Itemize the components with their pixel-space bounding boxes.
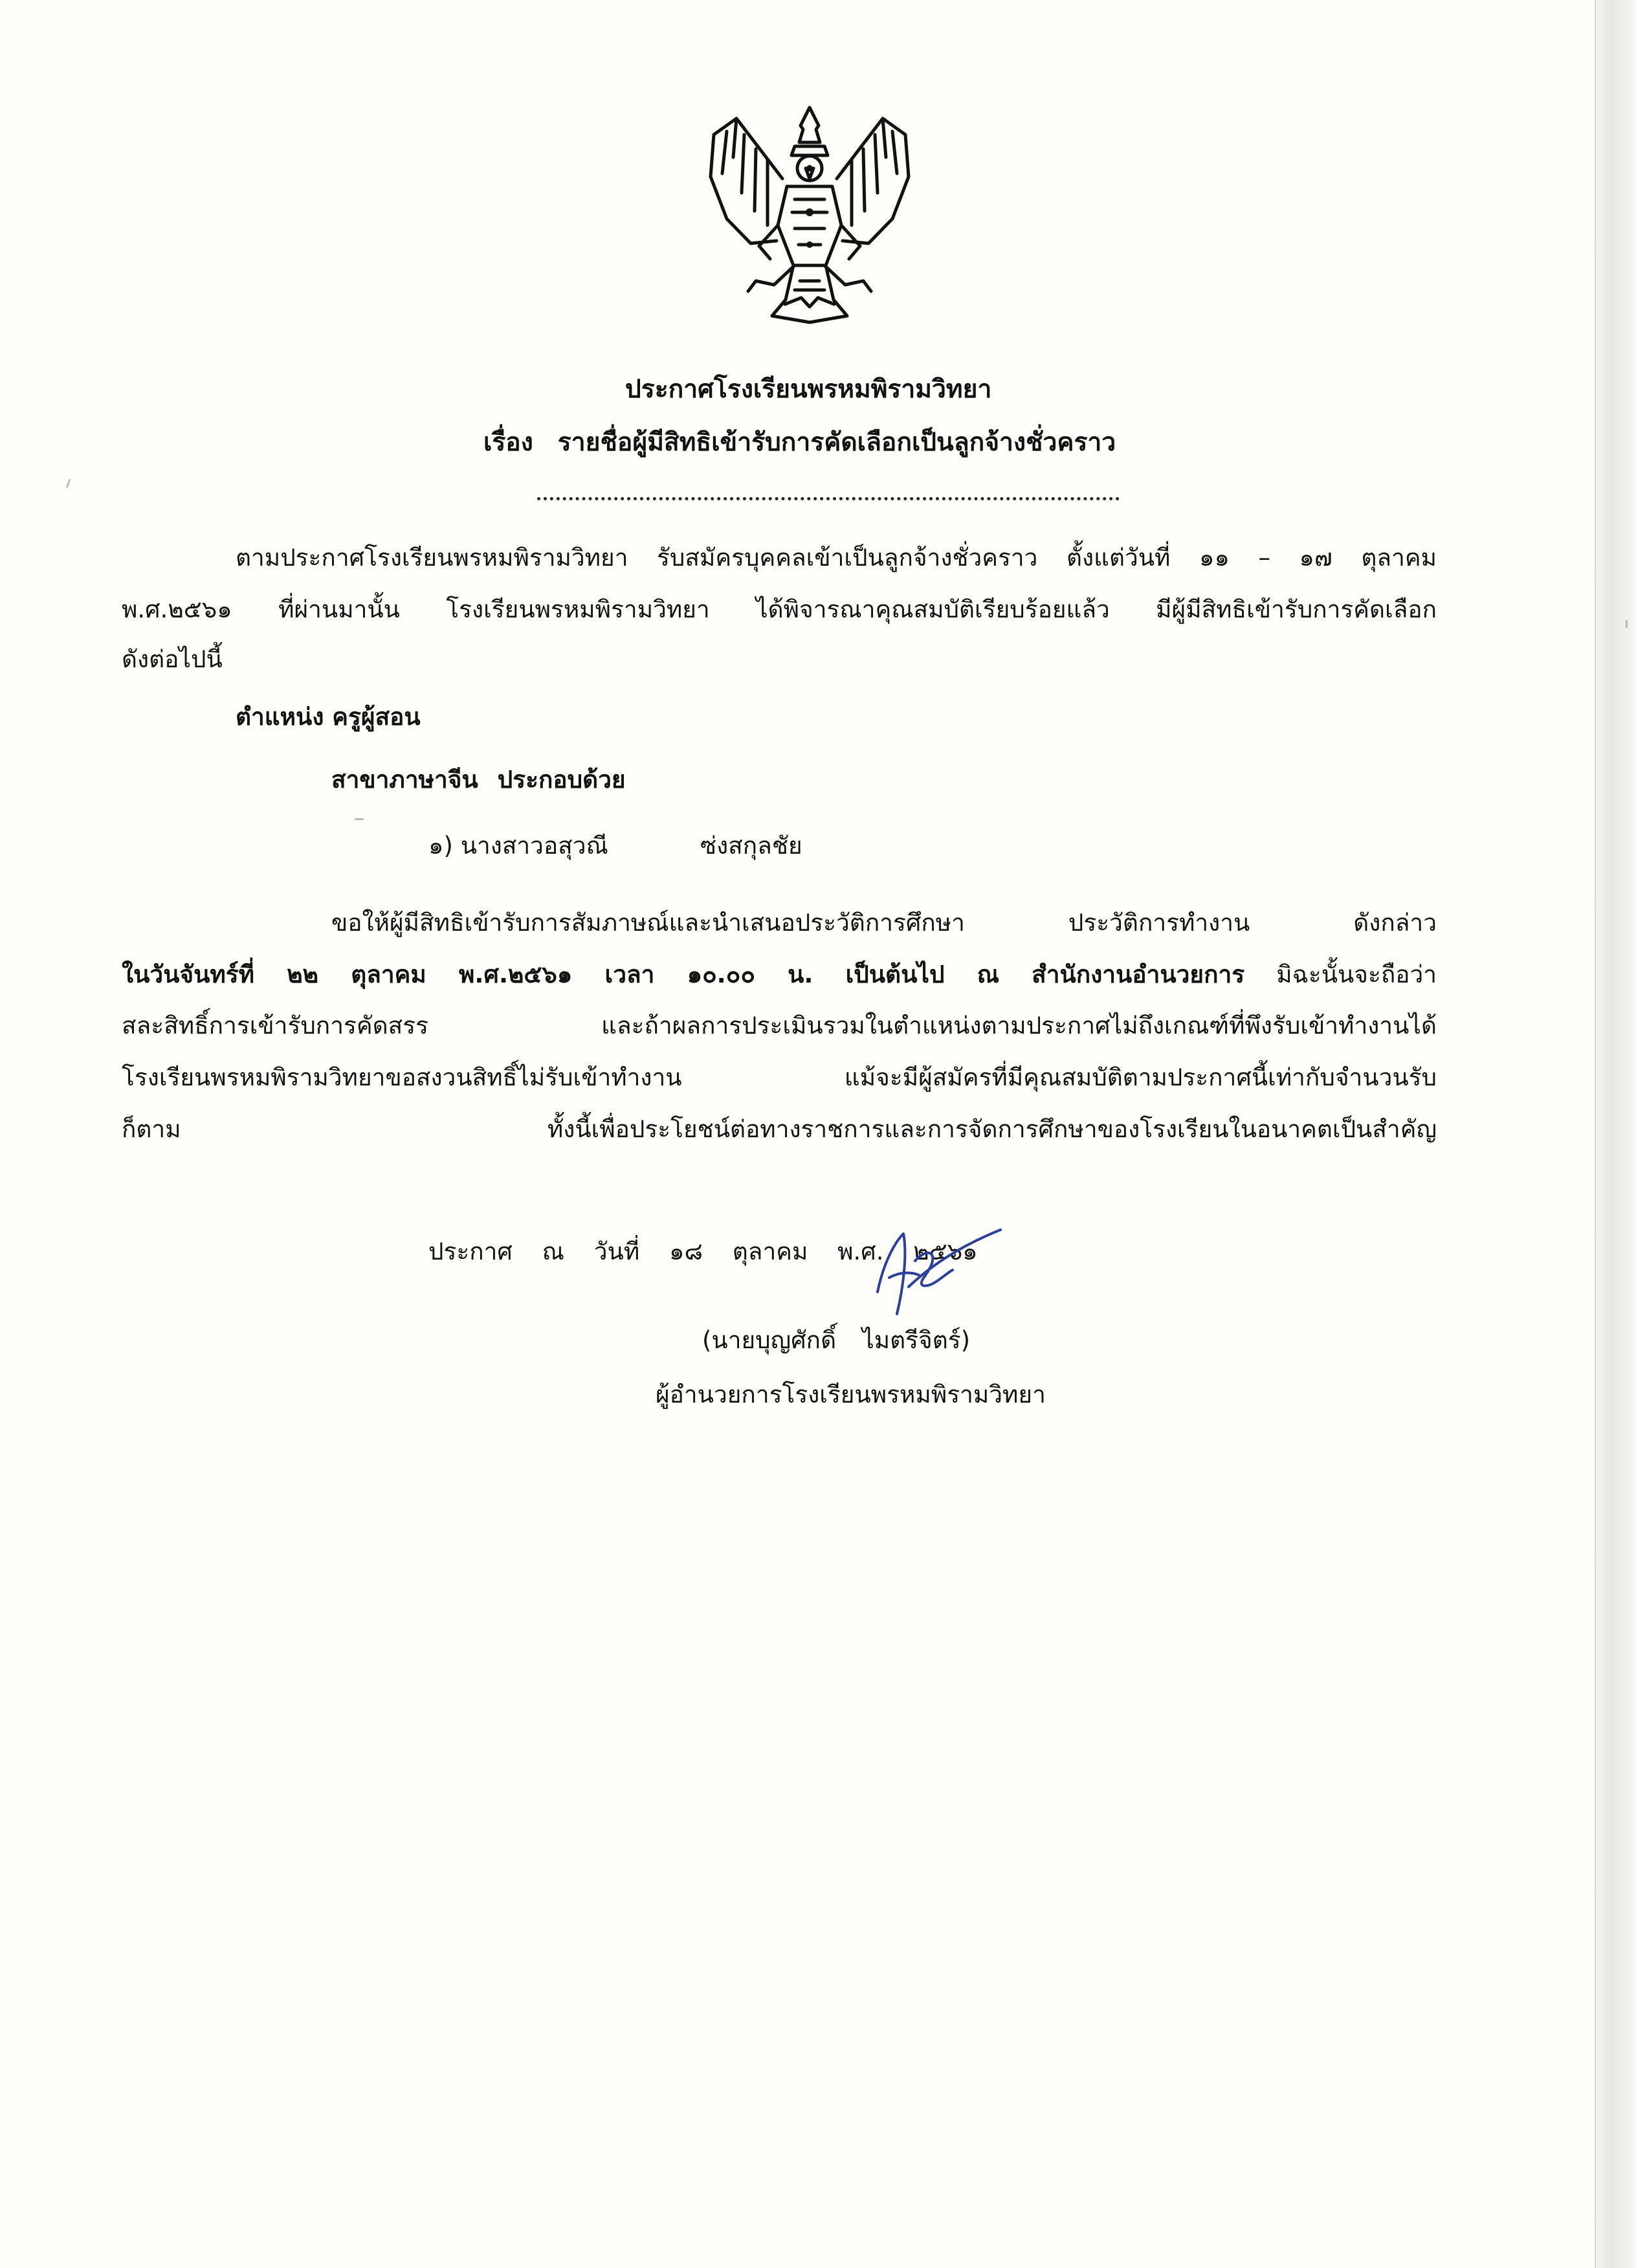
candidate-number: ๑)	[428, 832, 453, 860]
signer-name	[702, 1328, 970, 1352]
instruction-paragraph-line: ก็ตาม ทั้งนี้เพื่อประโยชน์ต่อทางราชการและการจัดการศึกษาของโรงเรียนในอนาคตเป็นสำคัญ	[122, 1115, 1437, 1143]
instruction-paragraph-line: โรงเรียนพรหมพิรามวิทยาขอสงวนสิทธิ์ไม่รับเข้าทำงาน แม้จะมีผู้สมัครที่มีคุณสมบัติตามประกาศนี้เท่ากับจำนวนรับ	[122, 1063, 1437, 1091]
scan-paper-edge	[1595, 0, 1636, 2268]
signer-title: ผู้อำนวยการโรงเรียนพรหมพิรามวิทยา	[656, 1381, 1046, 1408]
handwritten-signature-icon	[858, 1216, 1004, 1326]
subject-label: เรื่อง	[483, 428, 533, 457]
intro-paragraph-line: พ.ศ.๒๕๖๑ ที่ผ่านมานั้น โรงเรียนพรหมพิรามวิทยา ได้พิจารณาคุณสมบัติเรียบร้อยแล้ว มีผู้มีสิทธิเข้ารับการคัดเลือก	[122, 595, 1437, 623]
intro-paragraph-line: ดังต่อไปนี้	[122, 645, 223, 673]
instruction-paragraph-line	[122, 962, 1437, 986]
garuda-emblem-icon	[698, 96, 922, 329]
dotted-divider	[537, 497, 1120, 500]
instruction-paragraph-line: สละสิทธิ์การเข้ารับการคัดสรร และถ้าผลการประเมินรวมในตำแหน่งตามประกาศไม่ถึงเกณฑ์ที่พึงรับเข้าทำงานได้	[122, 1012, 1437, 1040]
branch-suffix: ประกอบด้วย	[497, 766, 626, 794]
instruction-text: มิฉะนั้นจะถือว่า	[1244, 961, 1437, 988]
announcement-date: ประกาศ ณ วันที่ ๑๘ ตุลาคม พ.ศ. ๒๕๖๑	[428, 1238, 978, 1265]
branch-name: สาขาภาษาจีน	[331, 766, 478, 794]
signer-first-name: (นายบุญศักดิ์	[702, 1326, 837, 1354]
signer-last-name: ไมตรีจิตร์)	[862, 1326, 971, 1354]
interview-date-emphasis: ในวันจันทร์ที่ ๒๒ ตุลาคม พ.ศ.๒๕๖๑ เวลา ๑๐.๐๐ น. เป็นต้นไป ณ สำนักงานอำนวยการ	[122, 961, 1245, 988]
intro-paragraph-line: ตามประกาศโรงเรียนพรหมพิรามวิทยา รับสมัครบุคคลเข้าเป็นลูกจ้างชั่วคราว ตั้งแต่วันที่ ๑๑ – ๑๗ ตุลาคม	[236, 544, 1437, 572]
scan-speck	[66, 479, 71, 488]
instruction-paragraph-line: ขอให้ผู้มีสิทธิเข้ารับการสัมภาษณ์และนำเสนอประวัติการศึกษา ประวัติการทำงาน ดังกล่าว	[331, 909, 1437, 937]
branch-heading	[331, 768, 626, 792]
scan-speck	[355, 818, 364, 820]
candidate-name: นางสาวอสุวณี	[460, 832, 608, 860]
document-subject-line	[483, 430, 1116, 455]
position-heading: ตำแหน่ง ครูผู้สอน	[236, 703, 421, 731]
scan-speck	[1626, 620, 1628, 628]
subject-text: รายชื่อผู้มีสิทธิเข้ารับการคัดเลือกเป็นลูกจ้างชั่วคราว	[557, 428, 1116, 457]
candidate-surname: ซ่งสกุลชัย	[700, 832, 802, 860]
candidate-list-item	[428, 832, 802, 860]
document-title: ประกาศโรงเรียนพรหมพิรามวิทยา	[625, 375, 992, 404]
